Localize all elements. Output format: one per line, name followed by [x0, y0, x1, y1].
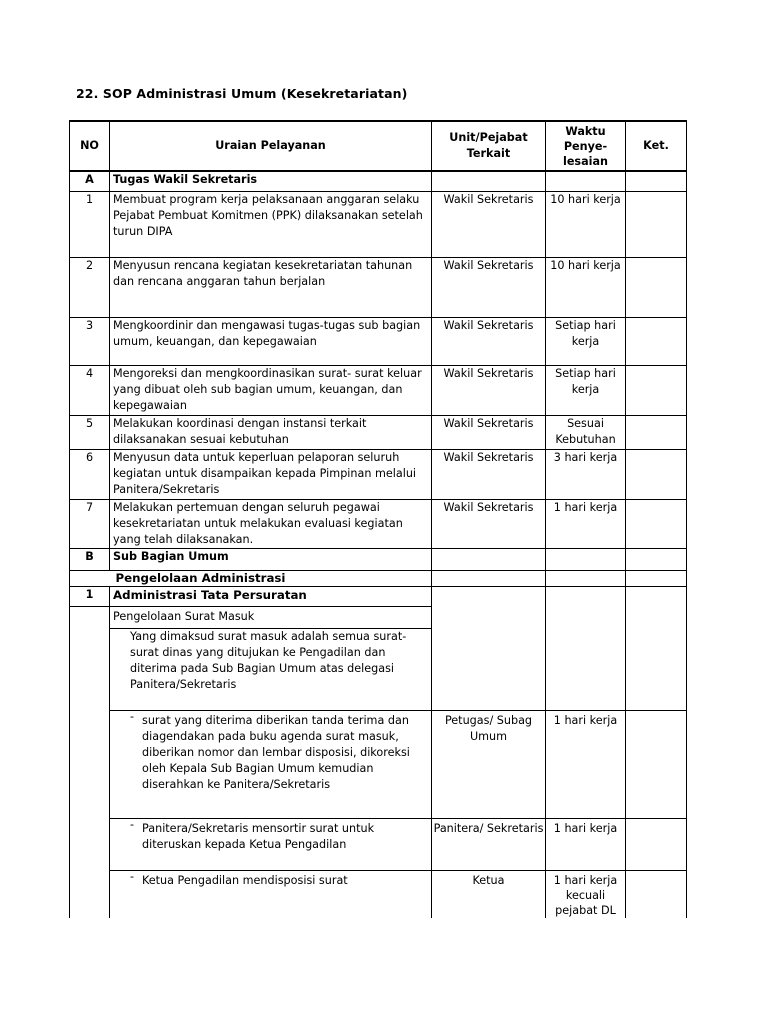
row-no: 2 — [70, 257, 110, 317]
page-title: 22. SOP Administrasi Umum (Kesekretariatan) — [76, 86, 408, 101]
bullet-text: Panitera/Sekretaris mensortir surat untuk diteruskan kepada Ketua Pengadilan — [142, 821, 375, 851]
row-ket — [626, 365, 687, 415]
row-no: 4 — [70, 365, 110, 415]
table-row — [70, 415, 687, 449]
row-uraian: Melakukan koordinasi dengan instansi terkait dilaksanakan sesuai kebutuhan — [110, 415, 432, 449]
intro-text: Yang dimaksud surat masuk adalah semua surat-surat dinas yang ditujukan ke Pengadilan dan diterima pada Sub Bagian Umum atas delegasi Panitera/Sekretaris — [110, 628, 432, 710]
row-ket — [626, 499, 687, 548]
table-row — [70, 365, 687, 415]
table-header-row — [70, 121, 687, 171]
row-unit: Wakil Sekretaris — [432, 365, 546, 415]
section-a-no: A — [70, 171, 110, 191]
bullet-text: Ketua Pengadilan mendisposisi surat — [142, 873, 348, 887]
bullet-ket — [626, 818, 687, 870]
table-row — [70, 257, 687, 317]
sop-table — [69, 120, 687, 918]
sub-1-row — [70, 586, 687, 606]
header-waktu: Waktu Penye- lesaian — [546, 121, 626, 171]
row-uraian: Melakukan pertemuan dengan seluruh pegawai kesekretariatan untuk melakukan evaluasi kegiatan yang telah dilaksanakan. — [110, 499, 432, 548]
dash-icon: - — [130, 709, 135, 723]
bullet-row — [70, 870, 687, 918]
sub-1-no: 1 — [70, 586, 110, 606]
row-ket — [626, 415, 687, 449]
row-no: 3 — [70, 317, 110, 365]
row-unit: Wakil Sekretaris — [432, 499, 546, 548]
sub-1a-title: Pengelolaan Surat Masuk — [110, 606, 432, 628]
section-a-title: Tugas Wakil Sekretaris — [110, 171, 432, 191]
row-unit: Wakil Sekretaris — [432, 317, 546, 365]
header-uraian: Uraian Pelayanan — [110, 121, 432, 171]
header-no: NO — [70, 121, 110, 171]
header-unit: Unit/Pejabat Terkait — [432, 121, 546, 171]
row-waktu: 10 hari kerja — [546, 191, 626, 257]
bullet-text: surat yang diterima diberikan tanda terima dan diagendakan pada buku agenda surat masuk, diberikan nomor dan lembar disposisi, dikoreksi oleh Kepala Sub Bagian Umum kemudian diserahkan ke Panitera/Sekretaris — [142, 713, 410, 791]
row-uraian: Membuat program kerja pelaksanaan anggaran selaku Pejabat Pembuat Komitmen (PPK) dilaksanakan setelah turun DIPA — [110, 191, 432, 257]
row-waktu: 1 hari kerja — [546, 499, 626, 548]
subheader-title: Pengelolaan Administrasi — [110, 570, 432, 586]
bullet-waktu: 1 hari kerja — [546, 710, 626, 818]
header-ket: Ket. — [626, 121, 687, 171]
bullet-unit: Petugas/ Subag Umum — [432, 710, 546, 818]
dash-icon: - — [130, 869, 135, 883]
table-row — [70, 499, 687, 548]
section-a-row — [70, 171, 687, 191]
row-no: 7 — [70, 499, 110, 548]
bullet-uraian — [110, 870, 432, 918]
subheader-row — [70, 570, 687, 586]
row-no: 5 — [70, 415, 110, 449]
table-row — [70, 317, 687, 365]
row-no: 6 — [70, 449, 110, 499]
bullet-uraian — [110, 710, 432, 818]
bullet-ket — [626, 870, 687, 918]
row-uraian: Menyusun data untuk keperluan pelaporan seluruh kegiatan untuk disampaikan kepada Pimpinan melalui Panitera/Sekretaris — [110, 449, 432, 499]
table-row — [70, 191, 687, 257]
bullet-uraian — [110, 818, 432, 870]
bullet-ket — [626, 710, 687, 818]
row-waktu: 10 hari kerja — [546, 257, 626, 317]
bullet-unit: Ketua — [432, 870, 546, 918]
row-waktu: 3 hari kerja — [546, 449, 626, 499]
row-ket — [626, 449, 687, 499]
bullet-waktu: 1 hari kerja kecuali pejabat DL — [546, 870, 626, 918]
dash-icon: - — [130, 817, 135, 831]
row-ket — [626, 257, 687, 317]
row-unit: Wakil Sekretaris — [432, 415, 546, 449]
bullet-unit: Panitera/ Sekretaris — [432, 818, 546, 870]
row-uraian: Mengoreksi dan mengkoordinasikan surat- surat keluar yang dibuat oleh sub bagian umum, keuangan, dan kepegawaian — [110, 365, 432, 415]
row-waktu: Setiap hari kerja — [546, 365, 626, 415]
sub-1-title: Administrasi Tata Persuratan — [110, 586, 432, 606]
section-b-no: B — [70, 548, 110, 570]
row-no: 1 — [70, 191, 110, 257]
section-b-row — [70, 548, 687, 570]
row-ket — [626, 317, 687, 365]
bullet-row — [70, 818, 687, 870]
table-row — [70, 449, 687, 499]
row-waktu: Setiap hari kerja — [546, 317, 626, 365]
section-b-title: Sub Bagian Umum — [110, 548, 432, 570]
bullet-waktu: 1 hari kerja — [546, 818, 626, 870]
row-unit: Wakil Sekretaris — [432, 257, 546, 317]
row-waktu: Sesuai Kebutuhan — [546, 415, 626, 449]
row-uraian: Menyusun rencana kegiatan kesekretariatan tahunan dan rencana anggaran tahun berjalan — [110, 257, 432, 317]
row-ket — [626, 191, 687, 257]
row-uraian: Mengkoordinir dan mengawasi tugas-tugas sub bagian umum, keuangan, dan kepegawaian — [110, 317, 432, 365]
row-unit: Wakil Sekretaris — [432, 191, 546, 257]
row-unit: Wakil Sekretaris — [432, 449, 546, 499]
bullet-row — [70, 710, 687, 818]
